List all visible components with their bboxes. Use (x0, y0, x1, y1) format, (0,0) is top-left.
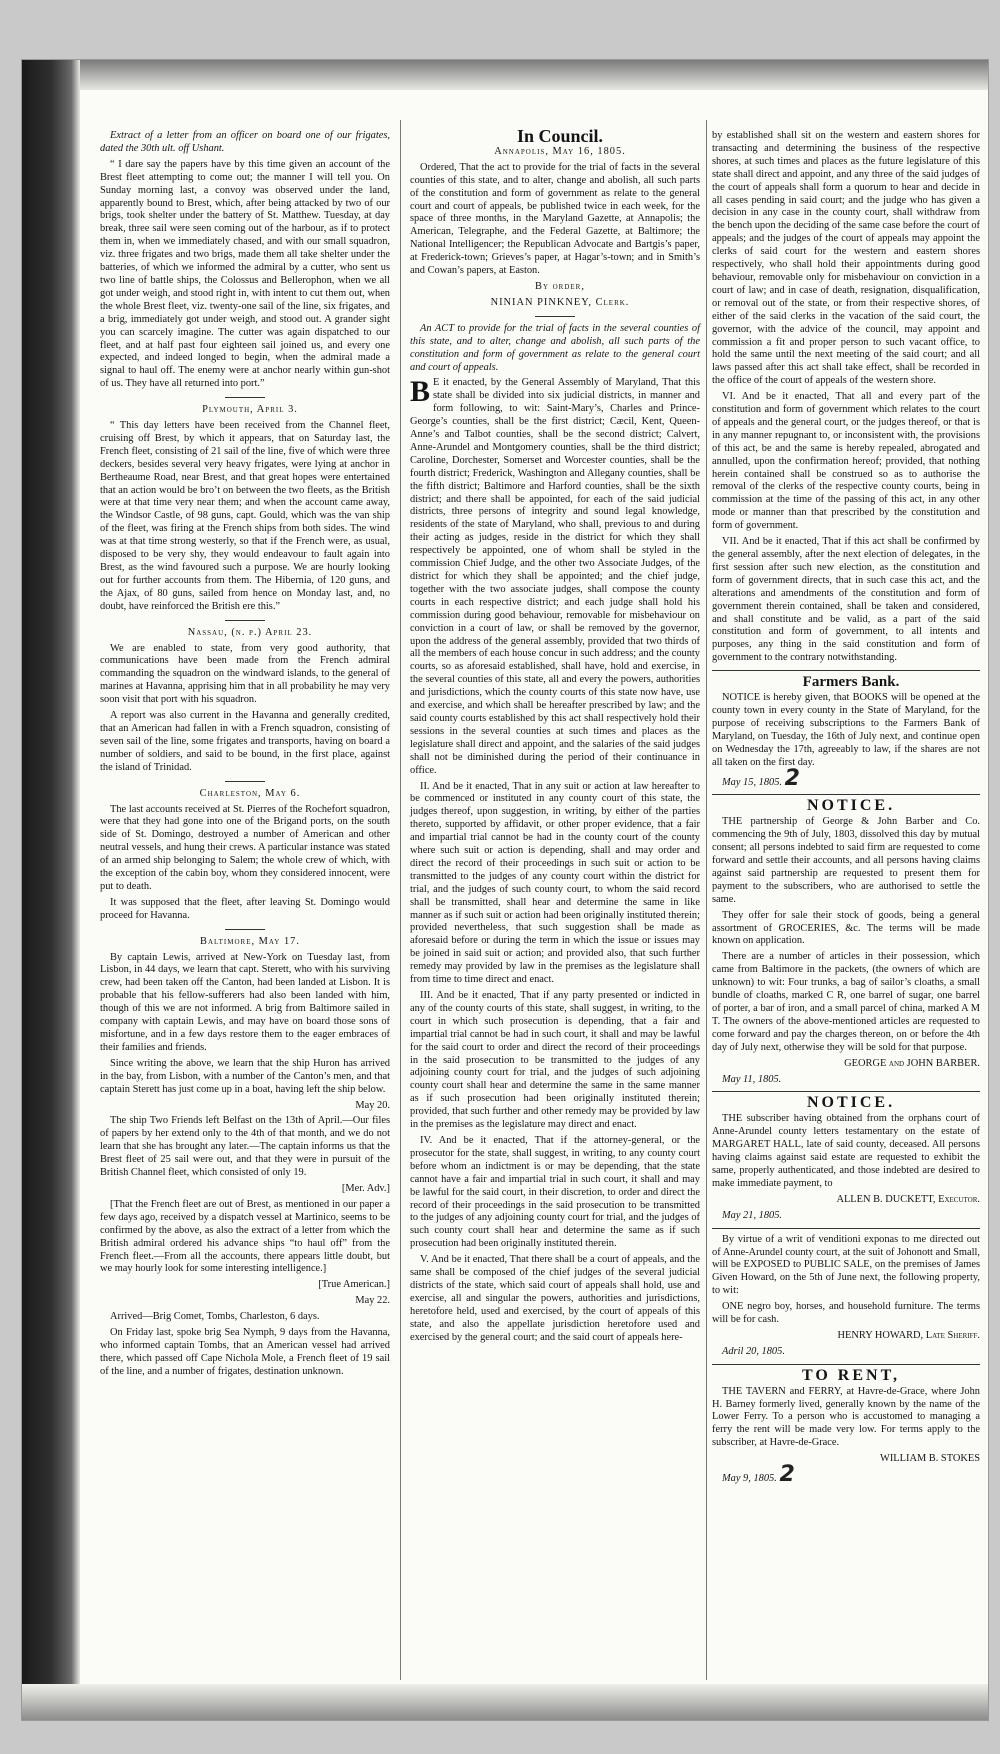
column-rule (706, 120, 707, 1680)
ad-divider (712, 1091, 980, 1092)
may20-body: The ship Two Friends left Belfast on the 13th of April.—Our files of papers by her extend only to the 4th of that month, and we do not learn that she has brought any later.—The captain informs us that the Brest fleet of 25 sail were out, and that they were in pursuit of the British Channel fleet, which consisted of only 19. (100, 1115, 390, 1179)
notice-hall-date: May 21, 1805. (722, 1209, 783, 1221)
sale-signature: HENRY HOWARD, Late Sheriff. (837, 1329, 980, 1341)
council-title: In Council. (516, 126, 604, 146)
farmers-bank-date (712, 765, 980, 791)
plymouth-heading: Plymouth, April 3. (202, 404, 298, 416)
notice-barber-date: May 11, 1805. (722, 1073, 782, 1085)
plymouth-body: “ This day letters have been received from the Channel fleet, cruising off Brest, by which it appears, that on Saturday last, the French fleet, consisting of 21 sail of the line, five of which were three deckers, besides several very heavy frigates, were lying at anchor in Bertheaume Road, near Brest, and that great hopes were entertained that an action would be bro’t on between the two fleets, as the British were at that time very near them; and when the account came away, the Windsor Castle, of 98 guns, capt. Gould, which was the van ship of the fleet, was firing at the French ships from both sides. The wind was at that time strong westerly, so that if the French were, as usual, disposed to be very shy, they would endeavour to fault again into Brest, as the wind favoured such a purpose. We are hourly looking out for further accounts from them. The Hibernia, of 120 guns, and the Ajax, of 80 guns, sailed from hence on Monday last, and, no doubt, have reinforced the British ere this.” (100, 420, 390, 612)
column-notices (712, 130, 980, 1489)
rent-signature: WILLIAM B. STOKES (880, 1453, 980, 1465)
sale-body: ONE negro boy, horses, and household furniture. The terms will be for cash. (712, 1301, 980, 1326)
section-separator (225, 929, 265, 930)
act-section-2: II. And be it enacted, That in any suit or action at law hereafter to be commenced or instituted in any county court of this state, the judges thereof, upon suggestion, in writing, by either of the parties thereto, supported by affidavit, or other proper evidence, that a fair and impartial trial cannot be had in the county court of the county where such suit or action is depending, shall and may order and direct the record of their proceedings in such suit or action to be transmitted to the judges of any county court within the district for trial, and the judges of such county court, to whom the said record shall be transmitted, shall hear and determine the same in like manner as if such suit or action had been originally instituted therein; provided nevertheless, that such suggestion shall be made as aforesaid before or during the term in which the issue or issues may be joined in said suit or action; and provided also, that such further remedy may provided by law in the premises as the legislature shall from time to time direct and enact. (410, 780, 700, 986)
extract-body: “ I dare say the papers have by this time given an account of the Brest fleet attempting to come out; the manner I will tell you. On Sunday morning last, a convoy was observed under the land, apparently bound to Brest, which, after being attacked by two of our brigs, took shelter under the battery of St. Matthew. Tuesday, at day break, three sail were seen coming out of the harbour, as if to protect them in, when we immediately chased, and with our small squadron, viz. three frigates and two brigs, made them all take shelter under the batteries, of which we informed the admiral by a cutter, who sent us two line of battle ships, the Colossus and Bellerophon, when we all got under weigh, and stood right in, with intent to cut them out, when the whole Brest fleet, viz. twenty-one sail of the line, six frigates, and a brig, immediately got under weigh, and stood out. A grander sight you can scarcely imagine. The cutter was again dispatched to our fleet, and at half past four eighteen sail joined us, and every one expected, and indeed longed to begin, when the admiral made a signal to haul off. The enemy were at anchor nearly within gun-shot of us. They have all returned into port.” (100, 158, 390, 390)
clerk-signature: NINIAN PINKNEY, Clerk. (490, 296, 630, 308)
bracket-note: [That the French fleet are out of Brest, as mentioned in our paper a few days ago, received by a dispatch vessel at Martinico, seems to be confirmed by the above, as also the extract of a letter from which the British admiral ordered his advance ships “to haul off” from the French fleet.—From all the accounts, there appears little doubt, but we may hourly look for some interesting intelligence.] (100, 1198, 390, 1275)
dateline-may20: May 20. (355, 1099, 390, 1111)
farmers-bank-body: NOTICE is hereby given, that BOOKS will be opened at the county town in every county in the State of Maryland, for the purpose of receiving subscriptions to the Farmers Bank of Maryland, on Tuesday, the 16th of July next, and continue open on Wednesday the 17th, agreeably to law, if the shares are not all taken on the first day. (712, 692, 980, 768)
column-council (410, 126, 700, 1347)
nassau-body: We are enabled to state, from very good authority, that communications have been made from the French admiral commanding the squadron on the windward islands, to the general of marines at Havanna, apprising him that in all probability he may very soon visit that port with his squadron. (100, 642, 390, 706)
scan-bottom-edge (22, 1684, 988, 1720)
extract-heading: Extract of a letter from an officer on board one of our frigates, dated the 30th ult. off Ushant. (100, 130, 390, 154)
act-section-4: IV. And be it enacted, That if the attorney-general, or the prosecutor for the state, shall suggest, in writing, to any county court before whom an indictment is or may be depending, that the state cannot have a fair and impartial trial in such court, it shall and may be lawful for the said court, in their discretion, to order and direct the record of their proceedings in the said prosecution to be transmitted to the judges of any adjoining county court for trial, and the judges of such county court shall hear and determine the same as if such prosecution had been originally instituted therein. (410, 1134, 700, 1250)
act-section-5: V. And be it enacted, That there shall be a court of appeals, and the same shall be composed of the chief judges of the several judicial districts of the state, which said court of appeals shall hold, use and exercise, all and singular the powers, authorities and jurisdictions, heretofore held, used and exercised, by the court of appeals of this state, and also the appellate jurisdiction heretofore used and exercised by the general court; and the said court of appeals here- (410, 1254, 700, 1343)
nassau-heading: Nassau, (n. p.) April 23. (187, 626, 313, 638)
council-order: Ordered, That the act to provide for the trial of facts in the several counties of this state, and to alter, change and abolish, all such parts of the constitution and form of government as relate to the general court and court of appeals, be published twice in each week, for the space of three months, in the Maryland Gazette, at Annapolis; the American, Telegraphe, and the Federal Gazette, at Baltimore; the National Intelligencer; the Republican Advocate and Bartgis’s paper, at Frederick-town; Grieves’s paper, at Hagar’s-town; and in Smith’s and Cowan’s papers, at Easton. (410, 161, 700, 277)
column-rule (400, 120, 401, 1680)
sale-body: By virtue of a writ of venditioni exponas to me directed out of Anne-Arundel county court, at the suit of Johonott and Small, will be EXPOSED to PUBLIC SALE, on the premises of James Given Howard, on the 5th of June next, the following property, to wit: (712, 1233, 980, 1297)
section-separator (225, 781, 265, 782)
act-section-6: VI. And be it enacted, That all and every part of the constitution and form of government which relates to the court of appeals and the general court, or the judges thereof, or that is in any manner repugnant to, or inconsistent with, the provisions of this act, be and the same is hereby repealed, abrogated and annulled, upon the confirmation hereof; provided, that nothing herein contained shall be construed so as to authorise the removal of the clerks of the respective county courts, being in commission at the time of the passing of this act, in any other mode or manner than that prescribed by the constitution and form of government. (712, 391, 980, 532)
binding-gutter (22, 60, 80, 1720)
section-separator (225, 620, 265, 621)
handwritten-mark: 2 (779, 1462, 795, 1488)
notice-barber-body: There are a number of articles in their possession, which came from Baltimore in the packets, (the owners of which are unknown) to wit: Four trunks, a bag of sailor’s cloaths, a small bundle of cloaths, marked C R, one barrel of sugar, one barrel of porter, a bar of iron, and a small parcel of china, marked A M T. The owners of the above-mentioned articles are requested to come forward and pay the charges thereon, on or before the 4th day of July next, otherwise they will be sold for that purpose. (712, 951, 980, 1053)
act-intro: E it enacted, by the General Assembly of Maryland, That this state shall be divided into six judicial districts, in manner and form following, to wit: Saint-Mary’s, Charles and Prince-George’s counties, shall be the first district; Cæcil, Kent, Queen-Anne’s and Talbot counties, shall be the second district; Calvert, Anne-Arundel and Montgomery counties, shall be the third district; Caroline, Dorchester, Somerset and Worcester counties, shall be the fourth district; Frederick, Washington and Allegany counties, shall be the fifth district; Baltimore and Harford counties, shall be the sixth district; and there shall be appointed, for each of the said judicial districts, three persons of integrity and sound legal knowledge, residents of the state of Maryland, who shall, previous to and during their acting as judges, reside in the district for which they shall respectively be appointed, one of whom shall be styled in the commission Chief Judge, and the other two Associate Judges, of the district for which they shall be appointed; and the chief judge, together with the two associate judges, shall compose the county courts in each respective district; and each judge shall hold his commission during good behaviour, removable for misbehaviour on conviction in a court of law, or shall be removed by the governor, upon the address of the general assembly, provided that two thirds of all the members of each house concur in such address; and the county courts, so as aforesaid established, shall have, hold and exercise, in the several counties of this state, all and every the powers, authorities and jurisdictions, which the county courts of this state now have, use and exercise, and which shall be hereafter prescribed by law; and the said county courts established by this act shall respectively hold their sessions in the several counties at such times and places as the legislature shall direct and appoint, and the salaries of the said judges shall not be diminished during the period of their continuance in office. (410, 377, 700, 776)
rent-date (712, 1462, 980, 1488)
notice-hall-body: THE subscriber having obtained from the orphans court of Anne-Arundel county letters testamentary on the estate of MARGARET HALL, late of said county, deceased. All persons having claims against said estate are requested to exhibit the same, properly authenticated, and those indebted are desired to make immediate payment, to (712, 1113, 980, 1189)
section-separator (225, 397, 265, 398)
ad-divider (712, 794, 980, 795)
ad-divider (712, 1364, 980, 1365)
notice-hall-title: NOTICE. (806, 1094, 896, 1112)
charleston-body: It was supposed that the fleet, after leaving St. Domingo would proceed for Havanna. (100, 896, 390, 921)
baltimore-heading: Baltimore, May 17. (200, 935, 300, 947)
notice-hall-signature: ALLEN B. DUCKETT, Executor. (836, 1193, 980, 1205)
dateline-may22: May 22. (355, 1295, 390, 1307)
column-news (100, 130, 390, 1382)
baltimore-body: Since writing the above, we learn that the ship Huron has arrived in the bay, from Lisbon, with a number of the Canton’s men, and that captain Sterett has just come up in a boat, having left the ship below. (100, 1057, 390, 1095)
source-mer-adv: [Mer. Adv.] (341, 1182, 390, 1194)
rent-title: TO RENT, (801, 1366, 901, 1384)
notice-barber-body: THE partnership of George & John Barber and Co. commencing the 9th of July, 1803, dissolved this day by mutual consent; all persons indebted to said firm are requested to come forward and settle their accounts, and all persons having claims against said partnership are requested to present them for payment to the subscribers, who are authorised to settle the same. (712, 816, 980, 905)
notice-barber-body: They offer for sale their stock of goods, being a general assortment of GROCERIES, &c. The terms will be made known on application. (712, 909, 980, 947)
ad-divider (712, 670, 980, 671)
sale-date: Adril 20, 1805. (722, 1345, 785, 1357)
newspaper-page (22, 60, 988, 1720)
charleston-heading: Charleston, May 6. (199, 787, 301, 799)
farmers-bank-title: Farmers Bank. (802, 674, 900, 691)
ad-divider (712, 1228, 980, 1229)
may22-body: Arrived—Brig Comet, Tombs, Charleston, 6 days. (110, 1311, 320, 1323)
act-section-7: VII. And be it enacted, That if this act shall be confirmed by the general assembly, after the next election of delegates, in the first session after such new election, as the constitution and form of government directs, that in such case this act, and the alterations and amendments of the constitution and form of government therein contained, shall be taken and considered, and shall constitute and be valid, as a part of the said constitution and form of government, to all intents and purposes, any thing in the said constitution and form of government to the contrary notwithstanding. (712, 536, 980, 664)
council-dateline: Annapolis, May 16, 1805. (494, 145, 626, 157)
act-section-1 (410, 377, 700, 777)
act-continuation: by established shall sit on the western and eastern shores for transacting and determining the business of the respective shores, at such times and places as the future legislature of this state shall direct and appoint, and any three of the said judges of the court of appeals shall form a quorum to hear and decide in all cases pending in said court; and the judge who has given a decision in any case in the county court, shall withdraw from the bench upon the deciding of the same case before the court of appeals; and the judges of the court of appeals may appoint the clerks of said court for the western and eastern shores respectively, who shall hold their appointments during good behaviour, removable only for misbehaviour on conviction in a court of law; and in case of death, resignation, disqualification, or removal out of the state, or from their respective shores, of either of the said clerks in the vacation of the said court, the governor, with the advice of the council, may appoint and commission a fit and proper person to such vacant office, to hold the same until the next meeting of the said court; and all laws passed after this act shall take effect, shall be recorded in the office of the court of appeals of the western shore. (712, 130, 980, 387)
farmers-bank-date-text: May 15, 1805. (722, 776, 783, 788)
nassau-body: A report was also current in the Havanna and generally credited, that an American had fallen in with a French squadron, consisting of seven sail of the line, some frigates and transports, having on board a number of soldiers, and said to be bound, in the first place, against the island of Trinidad. (100, 710, 390, 773)
drop-cap: B (410, 375, 431, 409)
scan-top-edge (22, 60, 988, 90)
handwritten-mark: 2 (784, 765, 800, 791)
source-true-american: [True American.] (318, 1279, 390, 1291)
charleston-body: The last accounts received at St. Pierres of the Rochefort squadron, were that they had gone into one of the Brigand ports, on the south side of St. Domingo, destroyed a number of American and other neutral vessels, and hung their crews. A particular instance was stated of an armed ship belonging to Salem; the whole crew of which, with the exception of the cabin boy, whom they considered innocent, were put to death. (100, 803, 390, 892)
rent-date-text: May 9, 1805. (722, 1473, 777, 1485)
rent-body: THE TAVERN and FERRY, at Havre-de-Grace, where John H. Barney formerly lived, generally known by the name of the Lower Ferry. To a person who is accustomed to managing a ferry the rent will be made very low. For terms apply to the subscriber, at Havre-de-Grace. (712, 1385, 980, 1449)
may22-body: On Friday last, spoke brig Sea Nymph, 9 days from the Havanna, who informed captain Tombs, that an American vessel had arrived there, which passed off Cape Nichola Mole, a French fleet of 19 sail of the line, and a number of frigates, destination unknown. (100, 1327, 390, 1377)
act-title: An ACT to provide for the trial of facts in the several counties of this state, and to alter, change and abolish, all such parts of the constitution and form of government as relate to the general court and court of appeals. (410, 322, 700, 373)
act-section-3: III. And be it enacted, That if any party presented or indicted in any of the county courts of this state, shall suggest, in writing, to the court in which such prosecution is depending, that a fair and impartial trial cannot be had in such court, it shall and may be lawful for the said court to order and direct the record of their proceedings in the said prosecution to be transmitted to the judges of any adjoining county court for trial, and the judges of such adjoining county court shall hear and determine the same in the same manner as if such prosecution had been originally instituted therein; provided, that such further and other remedy may be provided by law in the premises as the legislature may direct and enact. (410, 990, 700, 1131)
notice-barber-signature: GEORGE and JOHN BARBER. (844, 1057, 980, 1069)
by-order: By order, (535, 280, 585, 292)
baltimore-body: By captain Lewis, arrived at New-York on Tuesday last, from Lisbon, in 44 days, we learn that capt. Sterett, who with his surviving crew, had been taken off the Canton, had been landed at Lisbon. It is probable that his fellow-sufferers had also been landed with him, though of this we are not informed. A brig from Baltimore sailed in company with captain Lewis, and may have on board those sons of misfortune, and in a few days restore them to the eager embraces of their families and friends. (100, 951, 390, 1053)
section-separator (535, 316, 575, 317)
notice-barber-title: NOTICE. (806, 797, 896, 815)
